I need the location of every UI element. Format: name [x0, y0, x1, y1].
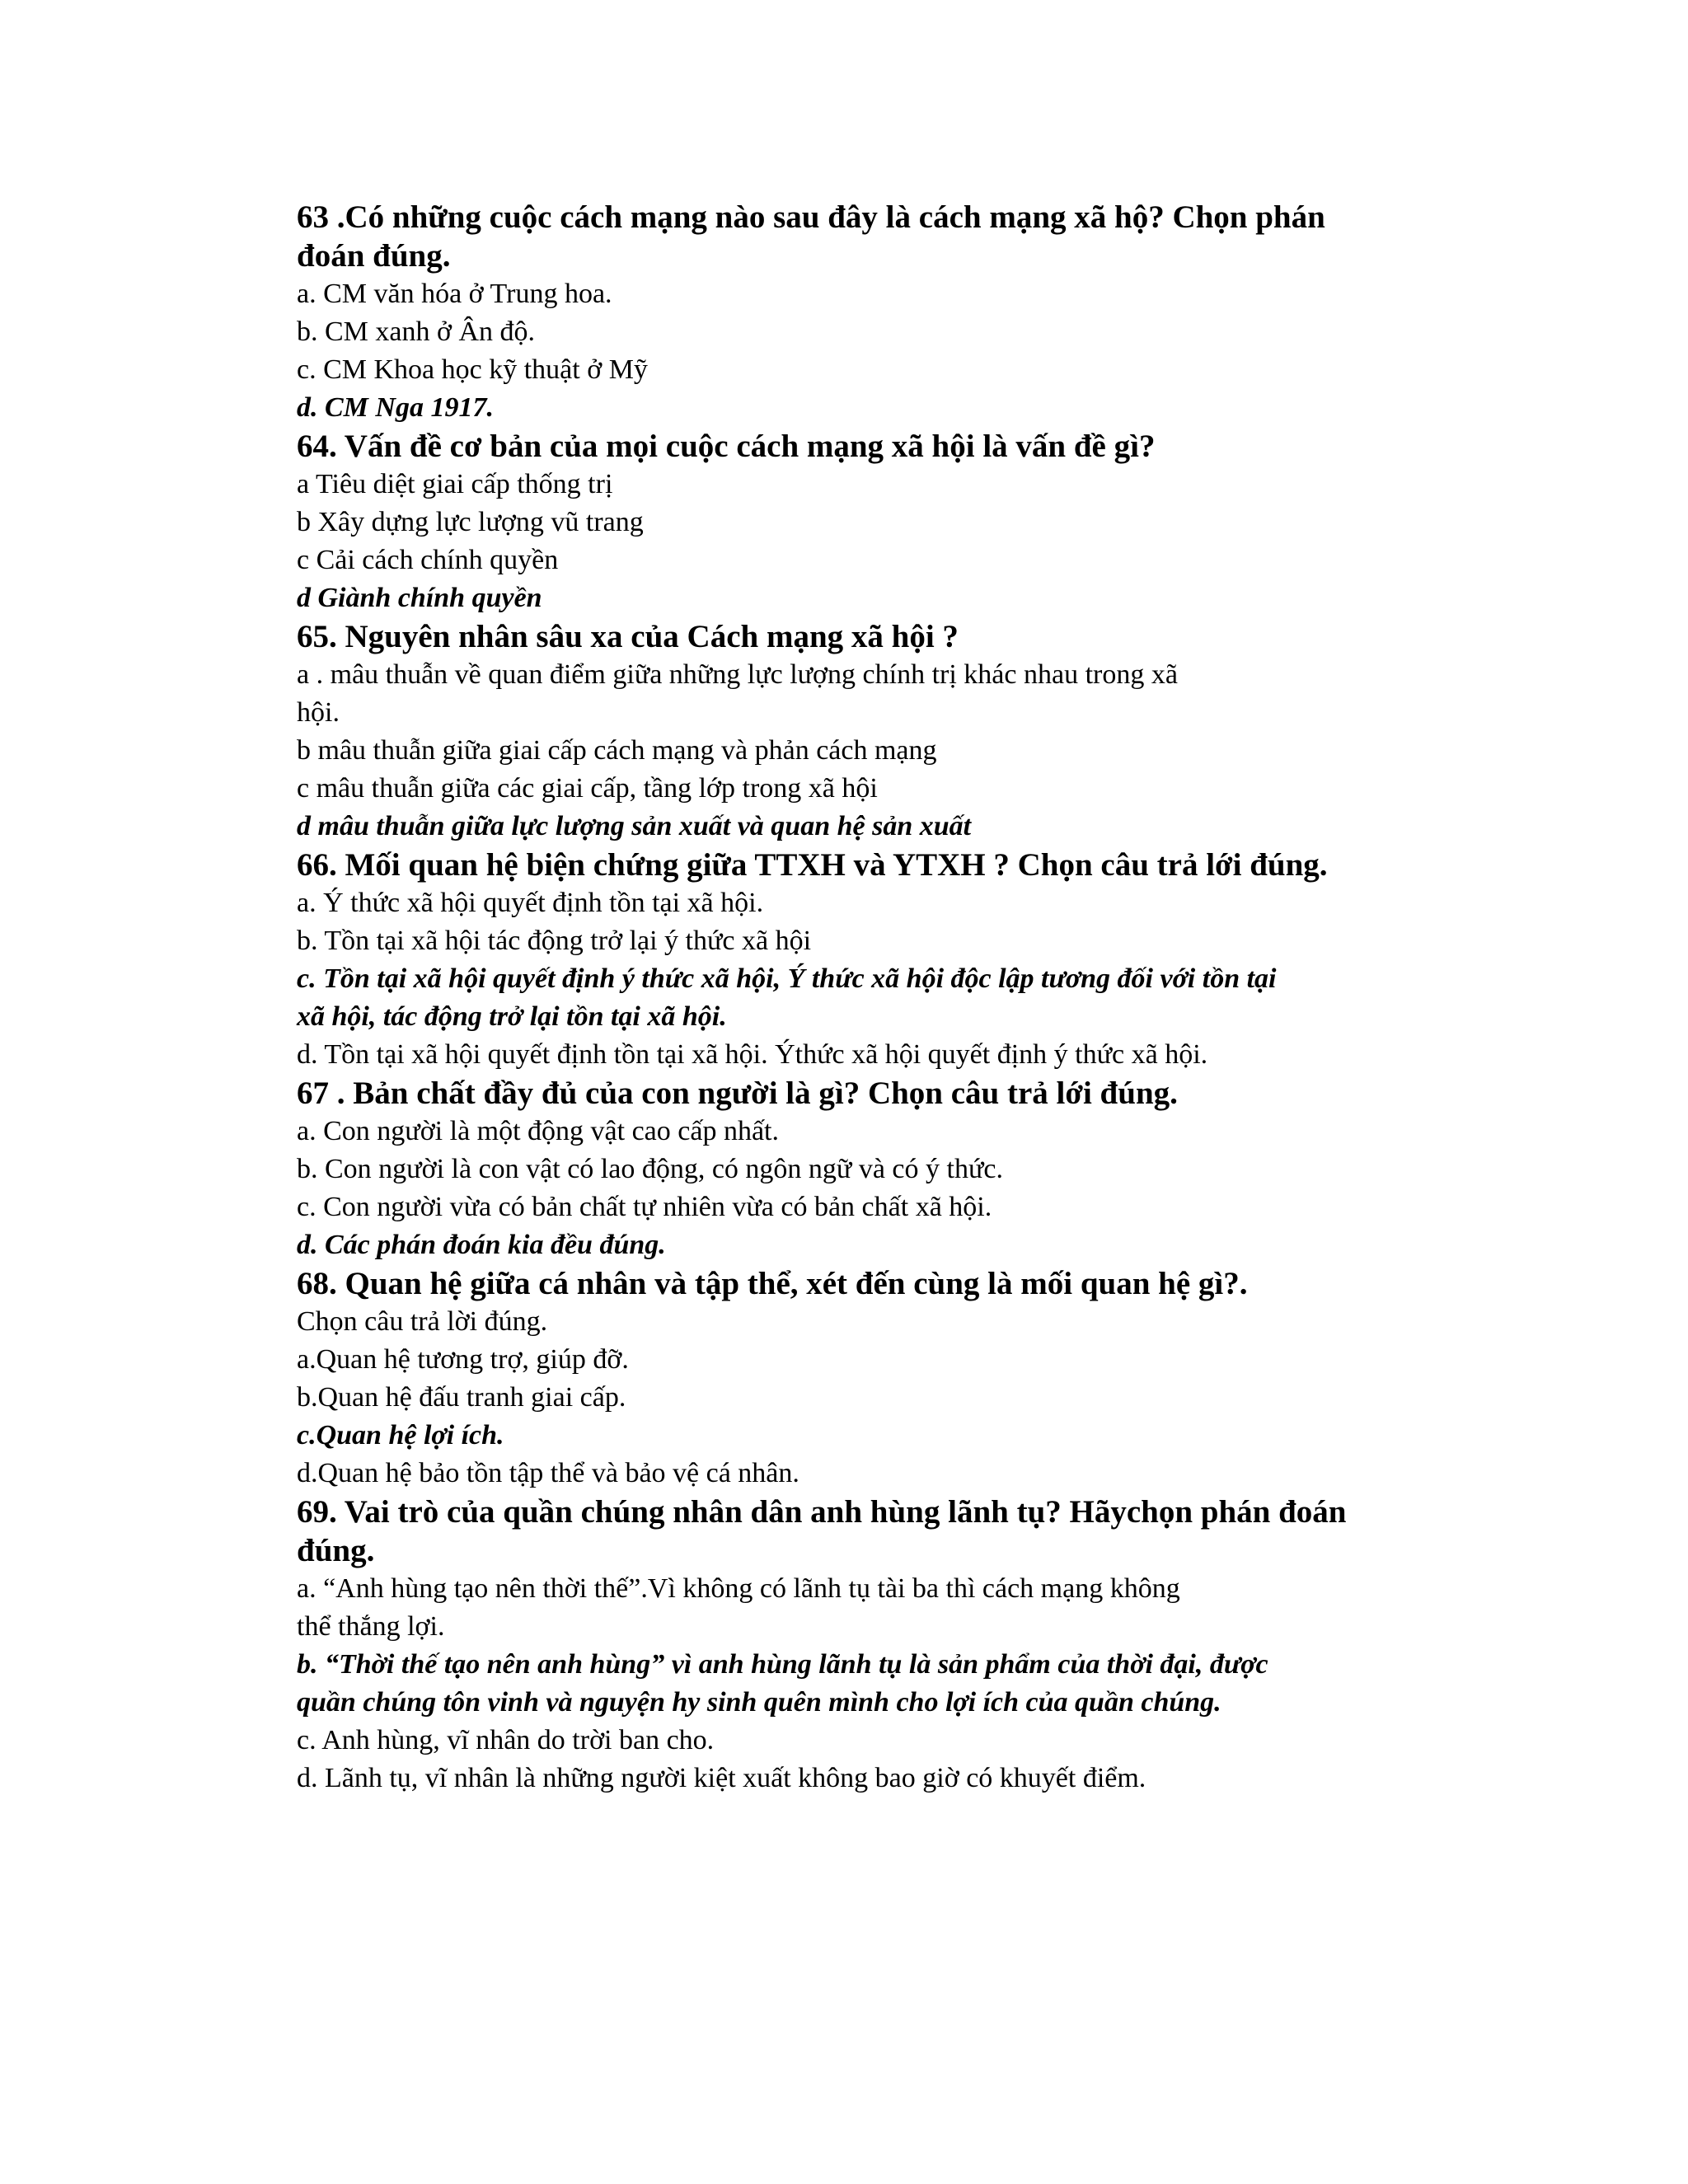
answer-option: b. Tồn tại xã hội tác động trở lại ý thức xã hội [297, 926, 812, 956]
correct-answer-option: d. CM Nga 1917. [297, 392, 494, 423]
answer-option: b. CM xanh ở Ân độ. [297, 316, 536, 347]
answer-option: a Tiêu diệt giai cấp thống trị [297, 469, 613, 499]
question-list [297, 198, 1418, 1797]
question-block [297, 846, 1418, 1074]
answer-option: c. Con người vừa có bản chất tự nhiên vừa có bản chất xã hội. [297, 1192, 992, 1222]
answer-option: a.Quan hệ tương trợ, giúp đỡ. [297, 1344, 629, 1375]
answer-option: c. CM Khoa học kỹ thuật ở Mỹ [297, 354, 648, 385]
question-title: 65. Nguyên nhân sâu xa của Cách mạng xã hội ? [297, 619, 959, 654]
question-block [297, 198, 1418, 427]
answer-option: Chọn câu trả lời đúng. [297, 1306, 548, 1337]
question-block [297, 1074, 1418, 1264]
correct-answer-option: d mâu thuẫn giữa lực lượng sản xuất và quan hệ sản xuất [297, 811, 972, 841]
correct-answer-option: c. Tồn tại xã hội quyết định ý thức xã hội, Ý thức xã hội độc lập tương đối với tồn tại xã hội, tác động trở lại tồn tại xã hội. [297, 963, 1277, 1032]
question-title: 69. Vai trò của quần chúng nhân dân anh hùng lãnh tụ? Hãychọn phán đoán đúng. [297, 1494, 1347, 1568]
answer-option: b mâu thuẫn giữa giai cấp cách mạng và phản cách mạng [297, 735, 937, 766]
question-title: 67 . Bản chất đầy đủ của con người là gì? Chọn câu trả lới đúng. [297, 1076, 1178, 1111]
question-block [297, 427, 1418, 617]
answer-option: a. “Anh hùng tạo nên thời thế”.Vì không có lãnh tụ tài ba thì cách mạng không thể thắng lợi. [297, 1573, 1180, 1642]
answer-option: d. Tồn tại xã hội quyết định tồn tại xã hội. Ýthức xã hội quyết định ý thức xã hội. [297, 1039, 1208, 1070]
answer-option: c. Anh hùng, vĩ nhân do trời ban cho. [297, 1725, 715, 1755]
correct-answer-option: d Giành chính quyền [297, 583, 542, 613]
answer-option: a . mâu thuẫn về quan điểm giữa những lực lượng chính trị khác nhau trong xã hội. [297, 659, 1178, 728]
answer-option: d. Lãnh tụ, vĩ nhân là những người kiệt xuất không bao giờ có khuyết điểm. [297, 1763, 1146, 1793]
answer-option: c mâu thuẫn giữa các giai cấp, tầng lớp trong xã hội [297, 773, 878, 804]
correct-answer-option: d. Các phán đoán kia đều đúng. [297, 1230, 666, 1260]
answer-option: b.Quan hệ đấu tranh giai cấp. [297, 1382, 626, 1413]
question-title: 64. Vấn đề cơ bản của mọi cuộc cách mạng xã hội là vấn đề gì? [297, 429, 1156, 464]
answer-option: c Cải cách chính quyền [297, 545, 559, 575]
answer-option: a. Con người là một động vật cao cấp nhất. [297, 1116, 779, 1146]
question-block [297, 1264, 1418, 1493]
answer-option: d.Quan hệ bảo tồn tập thể và bảo vệ cá nhân. [297, 1458, 799, 1488]
correct-answer-option: c.Quan hệ lợi ích. [297, 1420, 504, 1451]
answer-option: b Xây dựng lực lượng vũ trang [297, 507, 644, 537]
question-title: 66. Mối quan hệ biện chứng giữa TTXH và YTXH ? Chọn câu trả lới đúng. [297, 847, 1328, 883]
answer-option: b. Con người là con vật có lao động, có ngôn ngữ và có ý thức. [297, 1154, 1003, 1184]
answer-option: a. Ý thức xã hội quyết định tồn tại xã hội. [297, 888, 764, 918]
question-title: 68. Quan hệ giữa cá nhân và tập thể, xét đến cùng là mối quan hệ gì?. [297, 1266, 1248, 1301]
question-block [297, 617, 1418, 846]
question-block [297, 1493, 1418, 1797]
correct-answer-option: b. “Thời thế tạo nên anh hùng” vì anh hùng lãnh tụ là sản phẩm của thời đại, được quần chúng tôn vinh và nguyện hy sinh quên mình cho lợi ích của quần chúng. [297, 1649, 1268, 1718]
answer-option: a. CM văn hóa ở Trung hoa. [297, 279, 612, 309]
question-title: 63 .Có những cuộc cách mạng nào sau đây là cách mạng xã hộ? Chọn phán đoán đúng. [297, 199, 1325, 274]
